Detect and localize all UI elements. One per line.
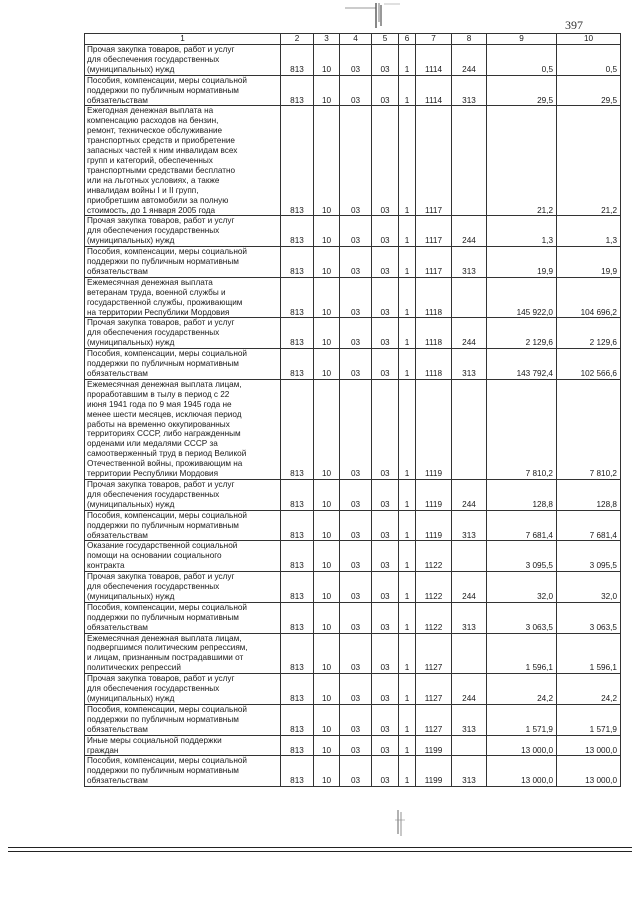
row-program: 03	[372, 674, 399, 705]
row-expense-type: 244	[452, 216, 487, 247]
row-amount-col10: 1,3	[557, 216, 621, 247]
row-subsection: 03	[340, 541, 372, 572]
row-amount-col10: 102 566,6	[557, 349, 621, 380]
row-admin-code: 813	[281, 704, 314, 735]
scan-binding-mark-bottom	[392, 808, 410, 838]
table-row	[85, 572, 621, 603]
row-description: Прочая закупка товаров, работ и услуг для обеспечения государственных (муниципальных) нужд	[85, 45, 281, 76]
row-amount-col9: 143 792,4	[487, 349, 557, 380]
row-item-code: 1117	[416, 247, 452, 278]
row-expense-type	[452, 735, 487, 756]
row-subsection: 03	[340, 479, 372, 510]
table-row	[85, 277, 621, 318]
row-item-code: 1117	[416, 216, 452, 247]
row-admin-code: 813	[281, 216, 314, 247]
row-admin-code: 813	[281, 45, 314, 76]
row-subprogram: 1	[399, 510, 416, 541]
row-subprogram: 1	[399, 602, 416, 633]
row-admin-code: 813	[281, 247, 314, 278]
row-amount-col9: 3 063,5	[487, 602, 557, 633]
page-bottom-rule	[8, 847, 632, 848]
row-subprogram: 1	[399, 75, 416, 106]
row-expense-type: 313	[452, 247, 487, 278]
column-header-5: 5	[372, 34, 399, 45]
column-header-9: 9	[487, 34, 557, 45]
row-amount-col9: 1 596,1	[487, 633, 557, 674]
row-subprogram: 1	[399, 479, 416, 510]
row-amount-col9: 32,0	[487, 572, 557, 603]
row-admin-code: 813	[281, 106, 314, 216]
column-header-1: 1	[85, 34, 281, 45]
row-program: 03	[372, 756, 399, 787]
row-admin-code: 813	[281, 349, 314, 380]
row-program: 03	[372, 106, 399, 216]
row-description: Иные меры социальной поддержки граждан	[85, 735, 281, 756]
row-expense-type: 313	[452, 704, 487, 735]
row-item-code: 1118	[416, 318, 452, 349]
row-subsection: 03	[340, 510, 372, 541]
row-amount-col10: 13 000,0	[557, 735, 621, 756]
row-description: Ежемесячная денежная выплата лицам, подвергшимся политическим репрессиям, и лицам, признанным пострадавшими от политических репрессий	[85, 633, 281, 674]
row-admin-code: 813	[281, 541, 314, 572]
row-amount-col10: 1 596,1	[557, 633, 621, 674]
row-amount-col9: 128,8	[487, 479, 557, 510]
row-subsection: 03	[340, 247, 372, 278]
row-expense-type	[452, 277, 487, 318]
row-subprogram: 1	[399, 572, 416, 603]
row-item-code: 1119	[416, 379, 452, 479]
row-subprogram: 1	[399, 106, 416, 216]
row-item-code: 1119	[416, 510, 452, 541]
row-subprogram: 1	[399, 541, 416, 572]
row-amount-col10: 7 810,2	[557, 379, 621, 479]
row-subprogram: 1	[399, 735, 416, 756]
table-row	[85, 479, 621, 510]
row-program: 03	[372, 602, 399, 633]
row-description: Ежемесячная денежная выплата лицам, проработавшим в тылу в период с 22 июня 1941 года по 9 мая 1945 года не менее шести месяцев, исключая период работы на временно оккупированных территориях СССР, либо награжденным орденами или медалями СССР за самоотверженный труд в период Великой Отечественной войны, проживающим на территории Республики Мордовия	[85, 379, 281, 479]
row-expense-type	[452, 541, 487, 572]
row-expense-type: 313	[452, 510, 487, 541]
row-item-code: 1127	[416, 633, 452, 674]
row-subprogram: 1	[399, 379, 416, 479]
row-amount-col10: 3 063,5	[557, 602, 621, 633]
column-header-4: 4	[340, 34, 372, 45]
row-subprogram: 1	[399, 247, 416, 278]
row-subsection: 03	[340, 318, 372, 349]
row-section: 10	[314, 479, 340, 510]
row-subsection: 03	[340, 674, 372, 705]
row-expense-type: 244	[452, 572, 487, 603]
row-description: Пособия, компенсации, меры социальной поддержки по публичным нормативным обязательствам	[85, 247, 281, 278]
row-amount-col9: 0,5	[487, 45, 557, 76]
row-program: 03	[372, 349, 399, 380]
row-subprogram: 1	[399, 756, 416, 787]
row-subprogram: 1	[399, 45, 416, 76]
row-amount-col10: 21,2	[557, 106, 621, 216]
row-subprogram: 1	[399, 674, 416, 705]
row-description: Пособия, компенсации, меры социальной поддержки по публичным нормативным обязательствам	[85, 510, 281, 541]
page-bottom-rule-2	[8, 851, 632, 852]
row-amount-col9: 29,5	[487, 75, 557, 106]
row-admin-code: 813	[281, 277, 314, 318]
row-subsection: 03	[340, 75, 372, 106]
row-description: Прочая закупка товаров, работ и услуг для обеспечения государственных (муниципальных) нужд	[85, 479, 281, 510]
table-row	[85, 45, 621, 76]
row-section: 10	[314, 349, 340, 380]
table-row	[85, 106, 621, 216]
row-item-code: 1199	[416, 756, 452, 787]
row-item-code: 1117	[416, 106, 452, 216]
row-item-code: 1118	[416, 277, 452, 318]
row-admin-code: 813	[281, 756, 314, 787]
row-program: 03	[372, 247, 399, 278]
row-expense-type: 244	[452, 674, 487, 705]
row-program: 03	[372, 277, 399, 318]
row-amount-col10: 13 000,0	[557, 756, 621, 787]
row-description: Пособия, компенсации, меры социальной поддержки по публичным нормативным обязательствам	[85, 704, 281, 735]
row-amount-col10: 7 681,4	[557, 510, 621, 541]
row-item-code: 1127	[416, 674, 452, 705]
row-amount-col9: 13 000,0	[487, 756, 557, 787]
row-program: 03	[372, 572, 399, 603]
row-subprogram: 1	[399, 349, 416, 380]
row-section: 10	[314, 216, 340, 247]
row-description: Пособия, компенсации, меры социальной поддержки по публичным нормативным обязательствам	[85, 75, 281, 106]
row-section: 10	[314, 379, 340, 479]
row-program: 03	[372, 75, 399, 106]
row-item-code: 1118	[416, 349, 452, 380]
row-program: 03	[372, 379, 399, 479]
row-program: 03	[372, 45, 399, 76]
row-program: 03	[372, 735, 399, 756]
row-subsection: 03	[340, 572, 372, 603]
header-row	[85, 34, 621, 45]
row-section: 10	[314, 735, 340, 756]
row-amount-col10: 32,0	[557, 572, 621, 603]
table-row	[85, 216, 621, 247]
row-section: 10	[314, 75, 340, 106]
row-program: 03	[372, 704, 399, 735]
row-subprogram: 1	[399, 633, 416, 674]
row-amount-col10: 104 696,2	[557, 277, 621, 318]
row-section: 10	[314, 318, 340, 349]
row-section: 10	[314, 45, 340, 76]
column-header-8: 8	[452, 34, 487, 45]
row-admin-code: 813	[281, 674, 314, 705]
row-item-code: 1114	[416, 75, 452, 106]
row-admin-code: 813	[281, 479, 314, 510]
row-section: 10	[314, 541, 340, 572]
row-description: Прочая закупка товаров, работ и услуг для обеспечения государственных (муниципальных) нужд	[85, 318, 281, 349]
budget-table	[84, 33, 621, 787]
table-row	[85, 602, 621, 633]
row-amount-col10: 24,2	[557, 674, 621, 705]
column-header-10: 10	[557, 34, 621, 45]
row-expense-type	[452, 106, 487, 216]
row-subsection: 03	[340, 704, 372, 735]
row-item-code: 1127	[416, 704, 452, 735]
table-row	[85, 247, 621, 278]
row-amount-col9: 145 922,0	[487, 277, 557, 318]
row-subsection: 03	[340, 349, 372, 380]
row-description: Прочая закупка товаров, работ и услуг для обеспечения государственных (муниципальных) нужд	[85, 674, 281, 705]
row-description: Ежемесячная денежная выплата ветеранам труда, военной службы и государственной службы, проживающим на территории Республики Мордовия	[85, 277, 281, 318]
row-amount-col10: 19,9	[557, 247, 621, 278]
row-expense-type: 313	[452, 349, 487, 380]
column-header-2: 2	[281, 34, 314, 45]
row-program: 03	[372, 216, 399, 247]
row-section: 10	[314, 633, 340, 674]
row-description: Пособия, компенсации, меры социальной поддержки по публичным нормативным обязательствам	[85, 349, 281, 380]
row-program: 03	[372, 510, 399, 541]
table-row	[85, 674, 621, 705]
row-description: Прочая закупка товаров, работ и услуг для обеспечения государственных (муниципальных) нужд	[85, 216, 281, 247]
row-admin-code: 813	[281, 75, 314, 106]
row-section: 10	[314, 704, 340, 735]
table-row	[85, 541, 621, 572]
row-amount-col10: 2 129,6	[557, 318, 621, 349]
row-section: 10	[314, 106, 340, 216]
page-number: 397	[565, 18, 583, 32]
row-expense-type: 313	[452, 602, 487, 633]
table-row	[85, 756, 621, 787]
row-item-code: 1199	[416, 735, 452, 756]
scan-binding-mark	[340, 2, 410, 30]
row-admin-code: 813	[281, 602, 314, 633]
row-item-code: 1122	[416, 572, 452, 603]
row-subprogram: 1	[399, 704, 416, 735]
row-program: 03	[372, 541, 399, 572]
row-item-code: 1122	[416, 541, 452, 572]
row-subprogram: 1	[399, 277, 416, 318]
row-amount-col10: 3 095,5	[557, 541, 621, 572]
row-description: Пособия, компенсации, меры социальной поддержки по публичным нормативным обязательствам	[85, 602, 281, 633]
row-item-code: 1122	[416, 602, 452, 633]
table-row	[85, 318, 621, 349]
row-subsection: 03	[340, 756, 372, 787]
row-expense-type: 313	[452, 756, 487, 787]
row-amount-col9: 1,3	[487, 216, 557, 247]
row-amount-col9: 1 571,9	[487, 704, 557, 735]
table-row	[85, 735, 621, 756]
row-amount-col10: 0,5	[557, 45, 621, 76]
row-section: 10	[314, 572, 340, 603]
row-subsection: 03	[340, 379, 372, 479]
row-expense-type	[452, 633, 487, 674]
table-row	[85, 379, 621, 479]
table-row	[85, 349, 621, 380]
row-amount-col9: 7 810,2	[487, 379, 557, 479]
row-section: 10	[314, 510, 340, 541]
row-amount-col10: 128,8	[557, 479, 621, 510]
row-item-code: 1114	[416, 45, 452, 76]
row-description: Оказание государственной социальной помощи на основании социального контракта	[85, 541, 281, 572]
row-subsection: 03	[340, 633, 372, 674]
row-subprogram: 1	[399, 318, 416, 349]
table-row	[85, 704, 621, 735]
row-section: 10	[314, 756, 340, 787]
table-row	[85, 510, 621, 541]
row-admin-code: 813	[281, 735, 314, 756]
row-program: 03	[372, 479, 399, 510]
row-admin-code: 813	[281, 379, 314, 479]
row-amount-col9: 7 681,4	[487, 510, 557, 541]
row-description: Пособия, компенсации, меры социальной поддержки по публичным нормативным обязательствам	[85, 756, 281, 787]
row-description: Ежегодная денежная выплата на компенсацию расходов на бензин, ремонт, техническое обслуживание транспортных средств и приобретение запасных частей к ним инвалидам всех групп и категорий, обеспеченных транспортными средствами бесплатно или на льготных условиях, а также инвалидам войны I и II групп, приобретшим автомобили за полную стоимость, до 1 января 2005 года	[85, 106, 281, 216]
row-expense-type: 244	[452, 479, 487, 510]
row-subprogram: 1	[399, 216, 416, 247]
column-header-3: 3	[314, 34, 340, 45]
row-expense-type: 244	[452, 318, 487, 349]
row-amount-col9: 21,2	[487, 106, 557, 216]
row-amount-col9: 3 095,5	[487, 541, 557, 572]
row-section: 10	[314, 674, 340, 705]
row-amount-col9: 2 129,6	[487, 318, 557, 349]
row-section: 10	[314, 602, 340, 633]
row-expense-type: 313	[452, 75, 487, 106]
row-admin-code: 813	[281, 318, 314, 349]
table-body	[85, 45, 621, 787]
row-item-code: 1119	[416, 479, 452, 510]
table-row	[85, 633, 621, 674]
row-expense-type	[452, 379, 487, 479]
row-description: Прочая закупка товаров, работ и услуг для обеспечения государственных (муниципальных) нужд	[85, 572, 281, 603]
row-subsection: 03	[340, 45, 372, 76]
row-amount-col9: 24,2	[487, 674, 557, 705]
row-section: 10	[314, 277, 340, 318]
row-subsection: 03	[340, 106, 372, 216]
row-admin-code: 813	[281, 633, 314, 674]
row-amount-col10: 29,5	[557, 75, 621, 106]
row-expense-type: 244	[452, 45, 487, 76]
row-amount-col10: 1 571,9	[557, 704, 621, 735]
row-admin-code: 813	[281, 510, 314, 541]
row-program: 03	[372, 633, 399, 674]
row-amount-col9: 19,9	[487, 247, 557, 278]
row-subsection: 03	[340, 735, 372, 756]
row-subsection: 03	[340, 602, 372, 633]
column-header-7: 7	[416, 34, 452, 45]
row-subsection: 03	[340, 277, 372, 318]
row-program: 03	[372, 318, 399, 349]
row-amount-col9: 13 000,0	[487, 735, 557, 756]
column-header-6: 6	[399, 34, 416, 45]
row-section: 10	[314, 247, 340, 278]
table-row	[85, 75, 621, 106]
row-admin-code: 813	[281, 572, 314, 603]
row-subsection: 03	[340, 216, 372, 247]
